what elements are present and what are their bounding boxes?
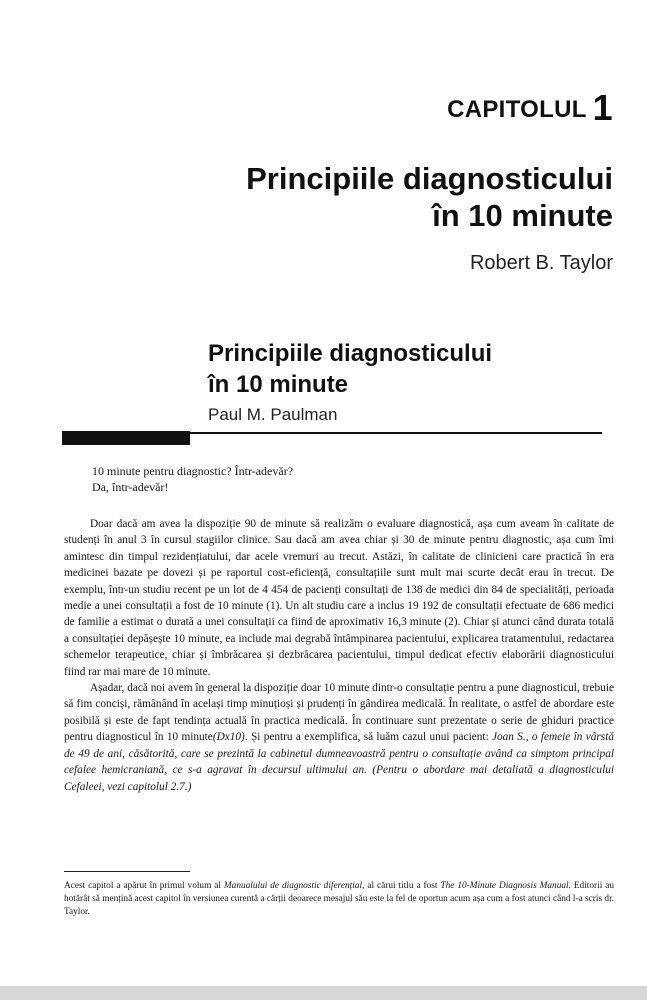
footnote-rule [64, 871, 190, 872]
footnote [64, 880, 614, 920]
chapter-heading [447, 84, 613, 126]
heading-bar [62, 431, 190, 445]
paragraph-1: Doar dacă am avea la dispoziție 90 de minute să realizăm o evaluare diagnostică, așa cum aveam în calitate de studenți în anul 3 în cursul stagiilor clinice. Sau dacă am avea chiar și 30 de minute pentru diagnostic, așa cum îmi amintesc din timpul rezidențiatului, dar acele vremuri au trecut. Astăzi, în calitate de clinicieni care practică în era medicinei bazate pe dovezi și pe raportul cost-eficiență, consultațiile sunt mult mai scurte decât erau în trecut. De exemplu, într-un studiu recent pe un lot de 4 454 de pacienți consultați de 138 de medici din 84 de specialități, perioada medie a unei consultații a fost de 10 minute (1). Un alt studiu care a inclus 19 192 de consultații efectuate de 686 medici de familie a estimat o durată a unei consultații ca fiind de aproximativ 16,3 minute (2). Chiar și atunci când durata totală a consultației depășește 10 minute, ea include mai degrabă întâmpinarea pacientului, explicarea tratamentului, redactarea schemelor terapeutice, chiar și îmbrăcarea și dezbrăcarea pacientului, timpul dedicat efectiv elaborării diagnosticului fiind rar mai mare de 10 minute. [64, 518, 614, 678]
main-title-line-2: în 10 minute [432, 198, 613, 233]
dx10-label: (Dx10) [212, 731, 245, 744]
section-title [208, 338, 608, 400]
main-author: Robert B. Taylor [469, 252, 613, 274]
footnote-book-2: The 10-Minute Diagnosis Manual [440, 881, 569, 891]
footnote-text-2: , al cărui titlu a fost [362, 881, 441, 891]
main-title [93, 160, 613, 234]
footnote-text-3: . Editorii au hotărât să mențină acest capitol în versiunea curentă a cărții deoarece mesajul său este la fel de oportun acum așa cum a fost atunci când l-a scris dr. Taylor. [64, 881, 614, 918]
chapter-label: CAPITOLUL [447, 96, 587, 123]
epigraph-line-1: 10 minute pentru diagnostic? Într-adevăr? [92, 464, 294, 478]
epigraph [92, 463, 572, 495]
epigraph-line-2: Da, într-adevăr! [92, 480, 169, 494]
main-title-line-1: Principiile diagnosticului [246, 161, 613, 196]
paragraph-2-text: Așadar, dacă noi avem în general la dispoziție doar 10 minute dintr-o consultație pentru a pune diagnosticul, trebuie să fim conciși, rămânând în același timp minuțioși și prudenți în gândirea medicală. În realitate, o astfel de abordare este posibilă și este de fapt tendința actuală în practica medicală. În continuare sunt prezentate o serie de ghiduri practice pentru diagnosticul în 10 minute [64, 682, 614, 744]
section-title-line-1: Principiile diagnosticului [208, 340, 493, 367]
footnote-book-1: Manualului de diagnostic diferențial [223, 881, 363, 891]
section-author: Paul M. Paulman [208, 405, 338, 424]
scan-bottom-edge [0, 986, 647, 1000]
heading-rule [190, 432, 602, 434]
section-title-line-2: în 10 minute [208, 371, 349, 398]
chapter-number: 1 [592, 87, 613, 128]
paragraph-2-text-cont: . Și pentru a exemplifica, să luăm cazul unui pacient: [244, 731, 492, 744]
case-description: Joan S., o femeie în vârstă de 49 de ani, căsătorită, care se prezintă la cabinetul dumneavoastră pentru o consultație având ca simptom principal cefalee hemicraniană, ce s-a agravat în decursul ultimului an. (Pentru o abordare mai detaliată a diagnosticului Cefaleei, vezi capitolul 2.7.) [64, 731, 614, 793]
paragraph-2 [64, 680, 614, 795]
body-text [64, 516, 614, 795]
footnote-text-1: Acest capitol a apărut în primul volum al [64, 881, 224, 891]
